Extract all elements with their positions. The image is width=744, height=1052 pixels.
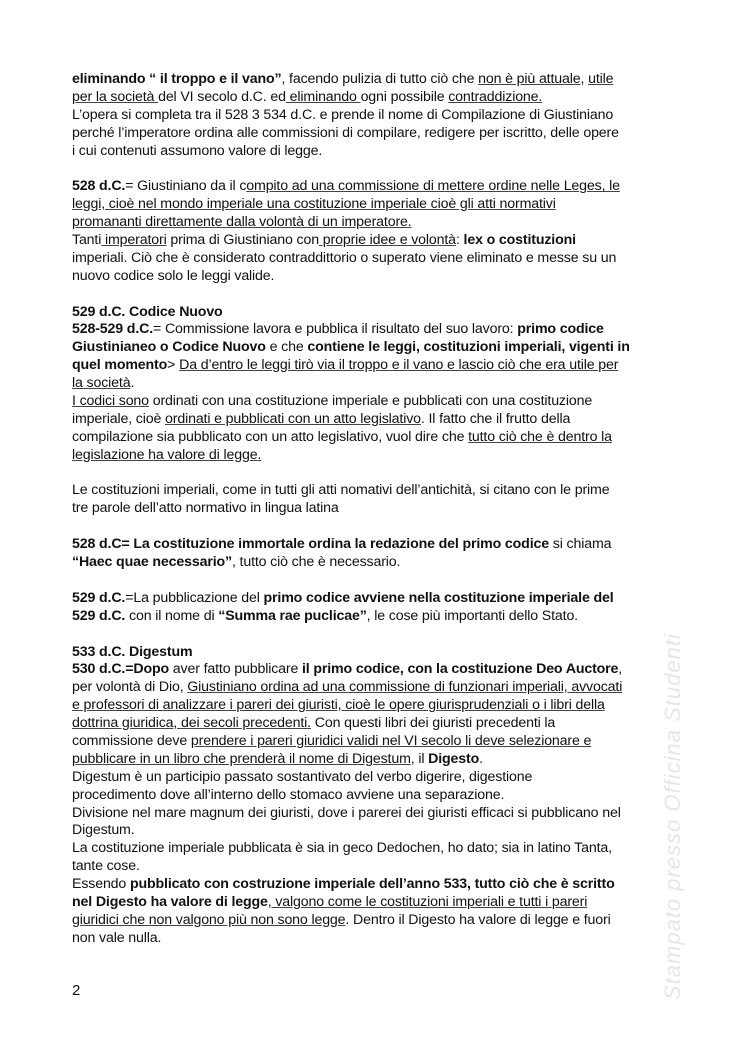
text-segment: si chiama <box>548 536 612 553</box>
text-line <box>72 697 682 715</box>
text-line <box>72 554 682 572</box>
text-segment: : <box>455 232 464 249</box>
text-line <box>72 71 682 89</box>
text-line <box>72 679 682 697</box>
bold-text: 529 d.C. <box>72 607 126 624</box>
text-line <box>72 125 682 143</box>
text-segment: , tutto ciò che è necessario. <box>231 554 401 571</box>
text-segment: Essendo <box>72 876 130 893</box>
text-segment: tre parole dell’atto normativo in lingua latina <box>72 500 339 517</box>
text-segment: , <box>618 661 623 678</box>
watermark: Stampato presso Officina Studenti <box>660 633 685 1000</box>
underlined-text: contraddizione. <box>448 88 543 105</box>
bold-text: nel Digesto ha valore di legge <box>72 893 268 910</box>
text-line <box>72 930 682 948</box>
text-segment: i cui contenuti assumono valore di legge. <box>72 142 323 159</box>
text-segment: compilazione sia pubblicato con un atto legislativo, vuol dire che <box>72 428 469 445</box>
bold-text: quel momento <box>72 357 168 374</box>
bold-text: Digesto <box>428 750 480 767</box>
text-segment: Tanti <box>72 232 102 249</box>
text-line <box>72 107 682 125</box>
text-line <box>72 787 682 805</box>
bold-text: “Summa rae puclicae” <box>218 607 367 624</box>
text-line <box>72 89 682 107</box>
underlined-text: giuridici che non valgono più non sono legge <box>72 911 346 928</box>
text-line <box>72 375 682 393</box>
underlined-text: e professori di analizzare i pareri dei giuristi, cioè le opere giurisprudenziali o i libri della <box>72 697 605 714</box>
text-segment: nuovo codice solo le leggi valide. <box>72 267 275 284</box>
text-line <box>72 339 682 357</box>
bold-text: pubblicato con costruzione imperiale dell’anno 533, tutto ciò che è scritto <box>129 876 615 893</box>
text-line <box>72 196 682 214</box>
document-body <box>72 71 682 948</box>
text-line <box>72 357 682 375</box>
text-line <box>72 393 682 411</box>
text-segment: Digestum è un participio passato sostantivato del verbo digerire, digestione <box>72 768 533 785</box>
text-segment: Le costituzioni imperiali, come in tutti gli atti nomativi dell’antichità, si citano con le prime <box>72 482 610 499</box>
text-line <box>72 411 682 429</box>
bold-text: 528-529 d.C. <box>72 321 154 338</box>
text-segment: ordinati con una costituzione imperiale e pubblicati con una costituzione <box>148 393 593 410</box>
underlined-text: Giustiniano ordina ad una commissione di funzionari imperiali, avvocati <box>187 679 623 696</box>
text-line <box>72 232 682 250</box>
text-segment: perché l’imperatore ordina alle commissioni di compilare, redigere per iscritto, delle opere <box>72 124 619 141</box>
bold-text: “Haec quae necessario” <box>72 554 232 571</box>
underlined-text: la società <box>72 375 131 392</box>
text-segment: > <box>167 357 180 374</box>
blank-line <box>72 626 682 644</box>
text-line <box>72 733 682 751</box>
text-line <box>72 840 682 858</box>
underlined-text: eliminando <box>285 88 361 105</box>
bold-text: il primo codice, con la costituzione Deo Auctore <box>302 661 619 678</box>
underlined-text: per la società <box>72 88 159 105</box>
text-segment: non vale nulla. <box>72 929 162 946</box>
underlined-text: dottrina giuridica, dei secoli precedenti. <box>72 715 311 732</box>
underlined-text: ordinati e pubblicati con un atto legislativo <box>165 410 421 427</box>
text-segment: con il nome di <box>125 607 219 624</box>
text-line <box>72 500 682 518</box>
text-segment: , il <box>410 750 429 767</box>
text-line <box>72 644 682 662</box>
text-segment: ogni possibile <box>360 88 449 105</box>
text-line <box>72 769 682 787</box>
text-line <box>72 608 682 626</box>
underlined-text: Da d’entro le leggi tirò via il troppo e il vano e lascio ciò che era utile per <box>179 357 619 374</box>
text-line <box>72 715 682 733</box>
page-number: 2 <box>72 982 81 999</box>
text-segment: . Il fatto che il frutto della <box>420 410 571 427</box>
text-line <box>72 321 682 339</box>
bold-text: primo codice <box>517 321 604 338</box>
text-segment: . Dentro il Digesto ha valore di legge e fuori <box>345 911 611 928</box>
bold-text: 529 d.C. Codice Nuovo <box>72 303 223 320</box>
text-line <box>72 751 682 769</box>
blank-line <box>72 518 682 536</box>
text-segment: imperiali. Ciò che è considerato contraddittorio o superato viene eliminato e messe su un <box>72 249 617 266</box>
text-line <box>72 304 682 322</box>
blank-line <box>72 286 682 304</box>
text-segment: La costituzione imperiale pubblicata è sia in geco Dedochen, ho dato; sia in latino Tanta, <box>72 840 612 857</box>
text-line <box>72 429 682 447</box>
underlined-text: ompito ad una commissione di mettere ordine nelle Leges, le <box>246 178 620 195</box>
underlined-text: prendere i pareri giuridici validi nel VI secolo li deve selezionare e <box>190 732 592 749</box>
text-line <box>72 661 682 679</box>
text-line <box>72 822 682 840</box>
underlined-text: utile <box>588 71 614 87</box>
text-segment: aver fatto pubblicare <box>169 661 302 678</box>
bold-text: Giustinianeo o Codice Nuovo <box>72 339 266 356</box>
bold-text: 529 d.C. <box>72 589 126 606</box>
text-segment: = Giustiniano da il c <box>125 178 247 195</box>
text-line <box>72 178 682 196</box>
blank-line <box>72 465 682 483</box>
bold-text: 530 d.C.=Dopo <box>72 661 169 678</box>
underlined-text: , valgono come le costituzioni imperiali e tutti i pareri <box>267 893 588 910</box>
text-segment: prima di Giustiniano con <box>166 232 319 249</box>
text-line <box>72 143 682 161</box>
text-segment: e che <box>265 339 308 356</box>
text-segment: tante cose. <box>72 858 140 875</box>
bold-text: eliminando “ il troppo e il vano” <box>72 71 282 87</box>
text-segment: , le cose più importanti dello Stato. <box>366 607 578 624</box>
text-line <box>72 858 682 876</box>
text-line <box>72 447 682 465</box>
text-line <box>72 805 682 823</box>
text-segment: procedimento dove all’interno dello stomaco avviene una separazione. <box>72 786 505 803</box>
bold-text: contiene le leggi, costituzioni imperiali, vigenti in <box>307 339 630 356</box>
text-line <box>72 214 682 232</box>
text-segment: commissione deve <box>72 732 191 749</box>
text-line <box>72 536 682 554</box>
bold-text: 528 d.C. <box>72 178 126 195</box>
text-segment: Digestum. <box>72 822 135 839</box>
text-segment: =La pubblicazione del <box>125 589 264 606</box>
text-segment: , facendo pulizia di tutto ciò che <box>281 71 479 87</box>
text-line <box>72 250 682 268</box>
text-line <box>72 590 682 608</box>
underlined-text: tutto ciò che è dentro la <box>468 428 612 445</box>
bold-text: 533 d.C. Digestum <box>72 643 193 660</box>
text-segment: per volontà di Dio, <box>72 679 188 696</box>
text-line <box>72 268 682 286</box>
text-segment: = Commissione lavora e pubblica il risultato del suo lavoro: <box>153 321 518 338</box>
underlined-text: legislazione ha valore di legge. <box>72 446 262 463</box>
underlined-text: I codici sono <box>72 393 149 410</box>
bold-text: primo codice avviene nella costituzione imperiale del <box>263 589 614 606</box>
text-line <box>72 894 682 912</box>
bold-text: 528 d.C= La costituzione immortale ordina la redazione del primo codice <box>72 536 549 553</box>
text-segment: . <box>479 750 483 767</box>
text-segment: imperiale, cioè <box>72 410 166 427</box>
text-segment: , <box>580 71 589 87</box>
bold-text: lex o costituzioni <box>463 232 576 249</box>
underlined-text: non è più attuale <box>478 71 581 87</box>
blank-line <box>72 572 682 590</box>
underlined-text: pubblicare in un libro che prenderà il nome di Digestum <box>72 750 411 767</box>
text-line <box>72 482 682 500</box>
text-segment: Con questi libri dei giuristi precedenti la <box>310 715 556 732</box>
underlined-text: imperatori <box>101 232 167 249</box>
text-line <box>72 876 682 894</box>
blank-line <box>72 160 682 178</box>
underlined-text: leggi, cioè nel mondo imperiale una costituzione imperiale cioè gli atti normativi <box>72 196 556 213</box>
text-segment: . <box>130 375 135 392</box>
text-segment: L’opera si completa tra il 528 3 534 d.C. e prende il nome di Compilazione di Giustiniano <box>72 106 614 123</box>
underlined-text: promananti direttamente dalla volontà di un imperatore. <box>72 214 412 231</box>
text-segment: del VI secolo d.C. ed <box>158 88 286 105</box>
underlined-text: proprie idee e volontà <box>318 232 456 249</box>
text-line <box>72 912 682 930</box>
text-segment: Divisione nel mare magnum dei giuristi, dove i parerei dei giuristi efficaci si pubblicano nel <box>72 804 621 821</box>
